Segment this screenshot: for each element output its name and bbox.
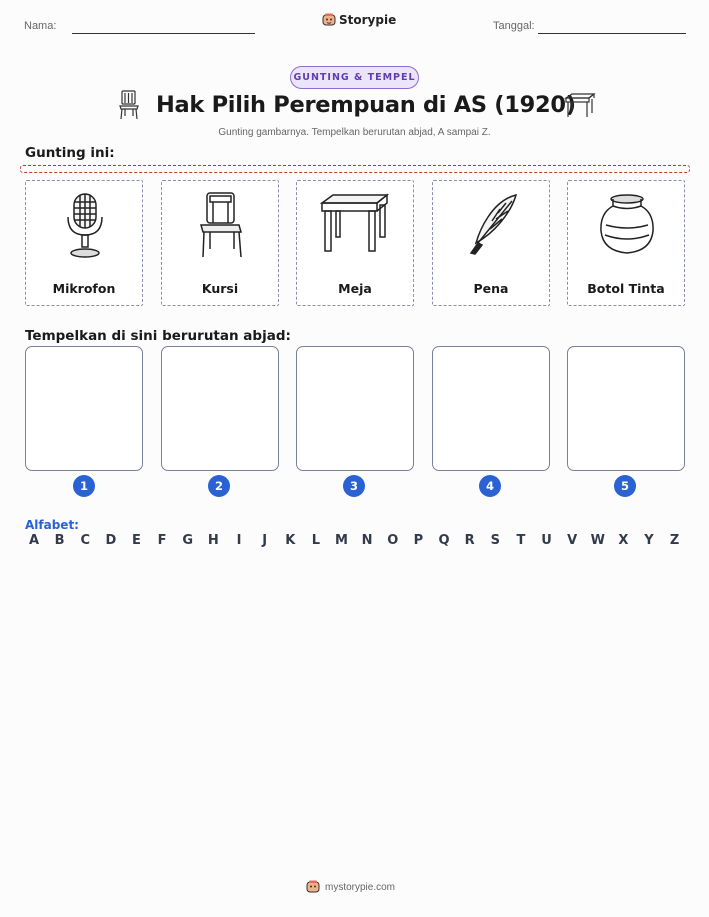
card-label: Kursi [201, 281, 239, 296]
cut-card-pena[interactable] [432, 180, 550, 306]
alphabet-letter: Y [644, 533, 654, 548]
paste-slot-2[interactable] [161, 346, 279, 471]
quill-pen-icon [462, 191, 522, 261]
slot-number-3: 3 [343, 475, 365, 497]
alphabet-letter: P [413, 533, 424, 548]
alphabet-letter: H [207, 533, 219, 548]
slot-number-1: 1 [73, 475, 95, 497]
cut-line [20, 165, 690, 173]
alphabet-letter: F [157, 533, 167, 548]
paste-section-label: Tempelkan di sini berurutan abjad: [25, 328, 291, 344]
footer [306, 880, 395, 894]
chair-icon [117, 89, 141, 121]
brand [322, 13, 396, 27]
alphabet-letter: A [28, 533, 40, 548]
cut-card-botol-tinta[interactable] [567, 180, 685, 306]
instructions: Gunting gambarnya. Tempelkan berurutan abjad, A sampai Z. [218, 127, 491, 138]
alphabet-letter: C [80, 533, 91, 548]
cut-card-meja[interactable] [296, 180, 414, 306]
cut-section-label: Gunting ini: [25, 145, 115, 161]
alphabet-letter: T [516, 533, 526, 548]
alphabet-label: Alfabet: [25, 518, 79, 532]
alphabet-letter: O [387, 533, 399, 548]
chair-icon [191, 191, 251, 261]
date-line[interactable] [538, 33, 686, 34]
microphone-icon [55, 191, 115, 261]
alphabet-letter: U [541, 533, 552, 548]
alphabet-letter: W [590, 533, 605, 548]
table-icon [564, 93, 596, 119]
alphabet-letter: J [262, 533, 268, 548]
alphabet-letter: E [132, 533, 141, 548]
activity-badge: GUNTING & TEMPEL [290, 66, 419, 89]
paste-slot-3[interactable] [296, 346, 414, 471]
alphabet-letter: K [285, 533, 296, 548]
name-line[interactable] [72, 33, 255, 34]
name-label: Nama: [24, 20, 57, 32]
date-label: Tanggal: [493, 20, 535, 32]
card-label: Meja [338, 281, 372, 296]
ink-pot-icon [597, 191, 657, 261]
alphabet-letter: Z [669, 533, 680, 548]
alphabet-letter: Q [438, 533, 450, 548]
alphabet-letter: I [236, 533, 242, 548]
alphabet-letter: N [361, 533, 373, 548]
slot-number-4: 4 [479, 475, 501, 497]
alphabet-letter: V [567, 533, 578, 548]
slot-number-2: 2 [208, 475, 230, 497]
cut-card-kursi[interactable] [161, 180, 279, 306]
card-label: Botol Tinta [587, 281, 665, 296]
table-icon [319, 191, 391, 261]
brand-name: Storypie [339, 13, 397, 27]
paste-slot-1[interactable] [25, 346, 143, 471]
cut-card-mikrofon[interactable] [25, 180, 143, 306]
card-label: Pena [473, 281, 509, 296]
alphabet-letter: S [490, 533, 500, 548]
storypie-logo-icon [322, 13, 336, 27]
alphabet-letter: D [105, 533, 117, 548]
paste-slot-4[interactable] [432, 346, 550, 471]
slot-number-5: 5 [614, 475, 636, 497]
footer-link[interactable]: mystorypie.com [325, 881, 396, 893]
card-label: Mikrofon [52, 281, 116, 296]
alphabet-letter: L [311, 533, 321, 548]
alphabet-letter: B [54, 533, 65, 548]
paste-slot-5[interactable] [567, 346, 685, 471]
alphabet-letter: X [618, 533, 629, 548]
alphabet-row [25, 533, 684, 548]
alphabet-letter: R [464, 533, 475, 548]
storypie-logo-icon [306, 880, 320, 894]
alphabet-letter: G [182, 533, 194, 548]
page-title: Hak Pilih Perempuan di AS (1920) [156, 92, 576, 118]
alphabet-letter: M [335, 533, 348, 548]
